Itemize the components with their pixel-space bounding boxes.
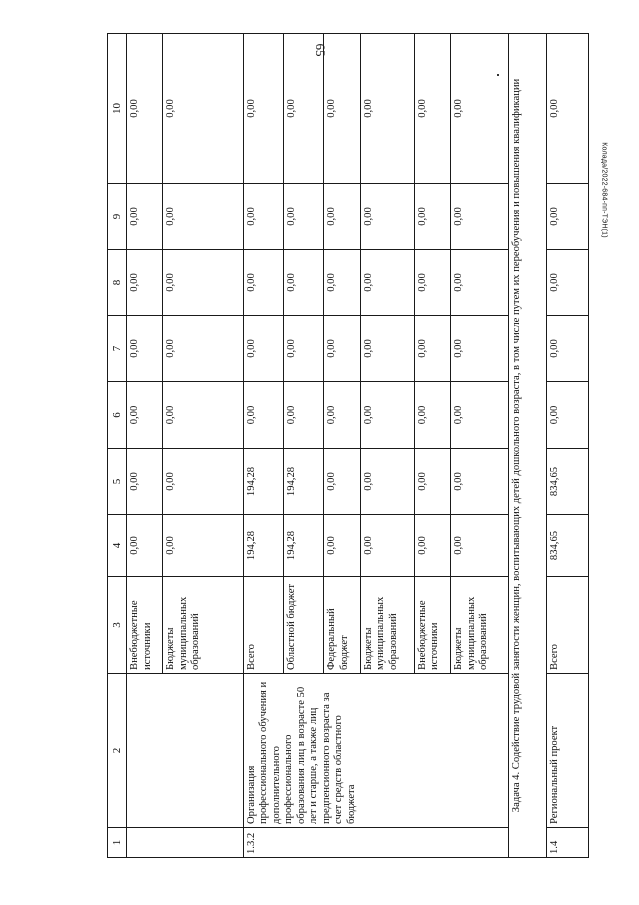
value-cell: 0,00 [360,184,414,250]
value-cell: 834,65 [546,515,588,577]
document-code: Колада/2022-684-пп-ТЭН(1) [600,142,608,238]
value-cell: 0,00 [324,515,360,577]
value-cell: 0,00 [324,34,360,184]
value-cell: 0,00 [451,34,509,184]
value-cell: 0,00 [546,316,588,382]
header-col-2: 2 [108,674,127,828]
value-cell: 194,28 [243,515,283,577]
value-cell: 0,00 [243,34,283,184]
item-name: Организация профессионального обучения и дополнительного профессионального образования лиц в возрасте 50 лет и старше, а также лиц предпенсионного возраста за счет средств областного бюджета [243,674,509,828]
empty-name-cell [127,674,244,828]
value-cell: 0,00 [243,250,283,316]
value-cell: 0,00 [414,34,450,184]
value-cell: 0,00 [360,316,414,382]
source-cell: Бюджеты муниципальных образований [163,577,244,674]
value-cell: 0,00 [163,250,244,316]
source-cell: Внебюджетные источники [414,577,450,674]
value-cell: 194,28 [284,515,324,577]
table-row [127,34,163,858]
task-row [509,34,546,858]
header-col-9: 9 [108,184,127,250]
value-cell: 0,00 [451,250,509,316]
value-cell: 0,00 [243,316,283,382]
value-cell: 0,00 [163,449,244,515]
value-cell: 194,28 [284,449,324,515]
value-cell: 0,00 [414,515,450,577]
rotated-table-wrapper [107,64,589,858]
value-cell: 0,00 [414,316,450,382]
value-cell: 0,00 [284,316,324,382]
value-cell: 0,00 [127,316,163,382]
value-cell: 0,00 [324,316,360,382]
value-cell: 0,00 [451,515,509,577]
value-cell: 0,00 [127,250,163,316]
value-cell: 0,00 [546,184,588,250]
value-cell: 0,00 [163,316,244,382]
value-cell: 0,00 [360,449,414,515]
value-cell: 0,00 [414,449,450,515]
header-col-1: 1 [108,828,127,858]
value-cell: 0,00 [546,250,588,316]
table-row [546,34,588,858]
source-cell: Всего [546,577,588,674]
header-row [108,34,127,858]
value-cell: 194,28 [243,449,283,515]
value-cell: 0,00 [324,184,360,250]
header-col-6: 6 [108,382,127,449]
value-cell: 0,00 [414,184,450,250]
value-cell: 0,00 [324,449,360,515]
value-cell: 0,00 [414,250,450,316]
value-cell: 834,65 [546,449,588,515]
value-cell: 0,00 [127,382,163,449]
header-col-10: 10 [108,34,127,184]
source-cell: Бюджеты муниципальных образований [360,577,414,674]
value-cell: 0,00 [414,382,450,449]
value-cell: 0,00 [127,515,163,577]
value-cell: 0,00 [324,382,360,449]
value-cell: 0,00 [451,316,509,382]
value-cell: 0,00 [127,449,163,515]
value-cell: 0,00 [360,515,414,577]
value-cell: 0,00 [360,250,414,316]
page-number: 65 [312,43,328,57]
value-cell: 0,00 [546,382,588,449]
task-heading: Задача 4. Содействие трудовой занятости женщин, воспитывающих детей дошкольного возраста, в том числе путем их переобучения и повышения квалификации [509,34,546,858]
value-cell: 0,00 [451,449,509,515]
empty-code-cell [127,828,244,858]
value-cell: 0,00 [360,382,414,449]
value-cell: 0,00 [360,34,414,184]
value-cell: 0,00 [451,382,509,449]
item-name: Региональный проект [546,674,588,828]
value-cell: 0,00 [243,382,283,449]
value-cell: 0,00 [284,184,324,250]
value-cell: 0,00 [163,34,244,184]
value-cell: 0,00 [163,382,244,449]
value-cell: 0,00 [451,184,509,250]
source-cell: Внебюджетные источники [127,577,163,674]
table-row [243,34,283,858]
value-cell: 0,00 [284,250,324,316]
source-cell: Бюджеты муниципальных образований [451,577,509,674]
source-cell: Всего [243,577,283,674]
value-cell: 0,00 [127,34,163,184]
header-col-8: 8 [108,250,127,316]
value-cell: 0,00 [284,382,324,449]
source-cell: Федеральный бюджет [324,577,360,674]
header-col-7: 7 [108,316,127,382]
value-cell: 0,00 [243,184,283,250]
value-cell: 0,00 [284,34,324,184]
item-code: 1.3.2 [243,828,509,858]
value-cell: 0,00 [546,34,588,184]
value-cell: 0,00 [324,250,360,316]
item-code: 1.4 [546,828,588,858]
header-col-4: 4 [108,515,127,577]
source-cell: Областной бюджет [284,577,324,674]
budget-table [107,33,589,858]
value-cell: 0,00 [163,515,244,577]
header-col-3: 3 [108,577,127,674]
value-cell: 0,00 [127,184,163,250]
value-cell: 0,00 [163,184,244,250]
header-col-5: 5 [108,449,127,515]
